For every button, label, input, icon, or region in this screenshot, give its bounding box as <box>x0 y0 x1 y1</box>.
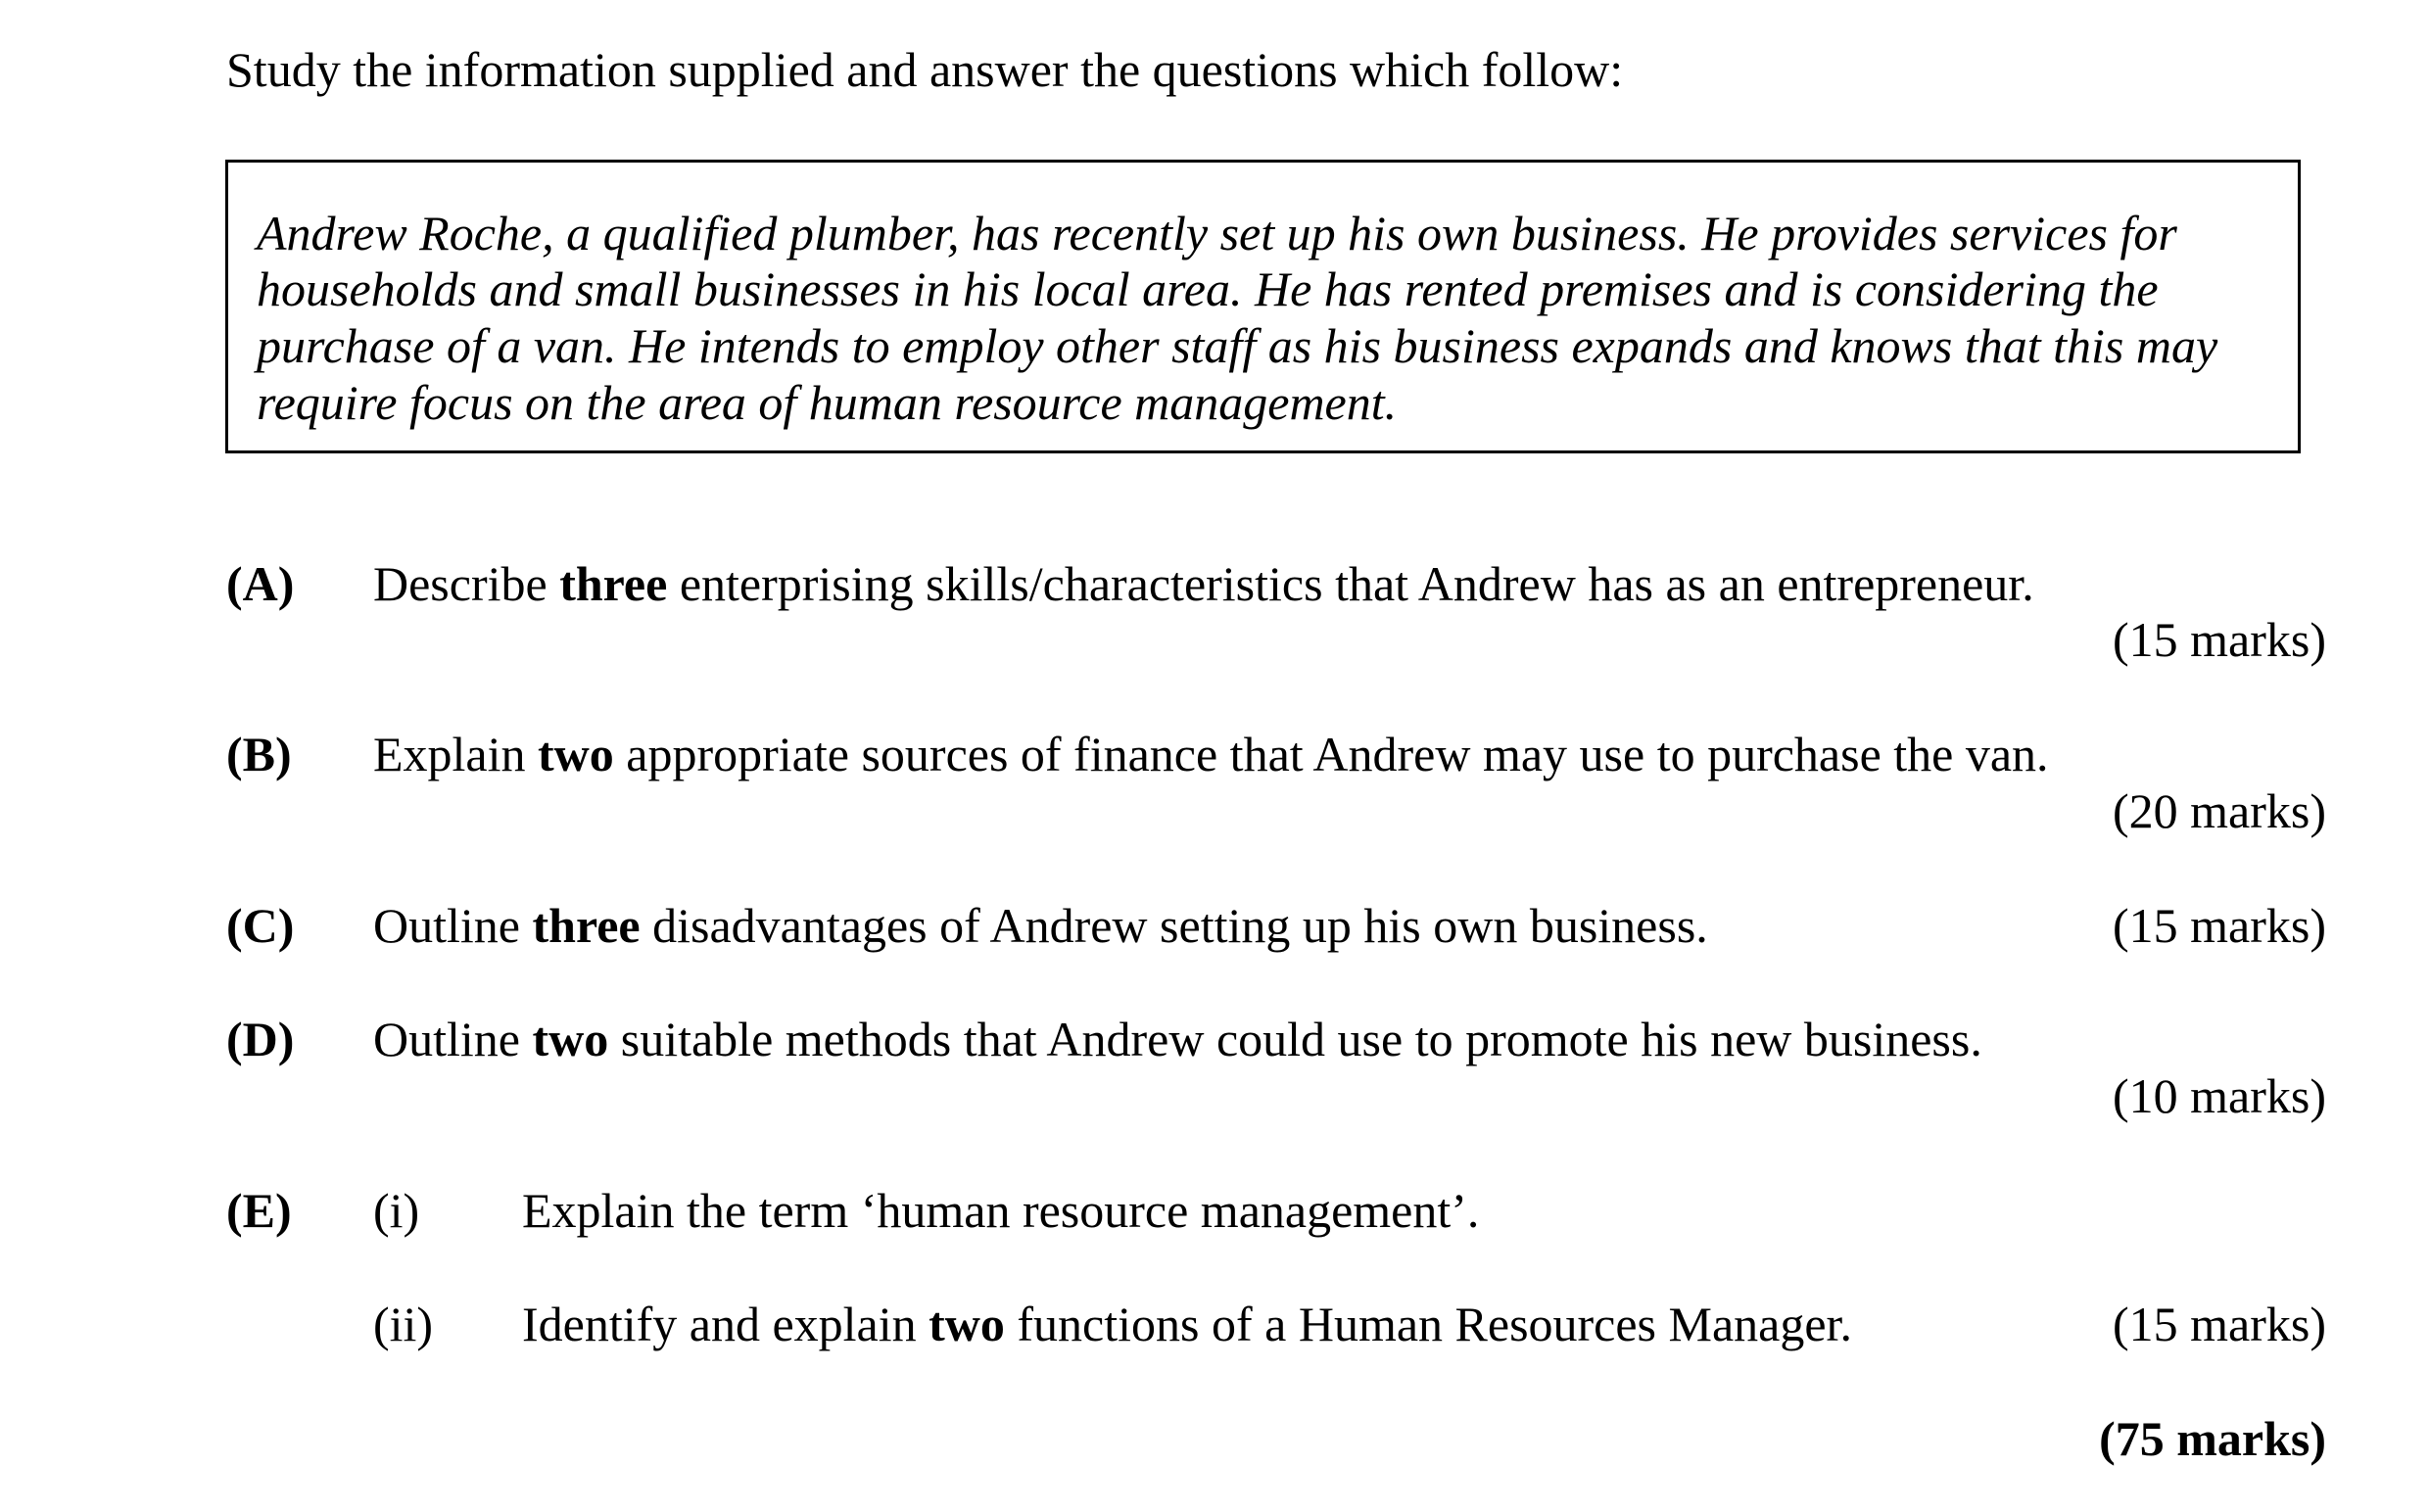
question-a-label: (A) <box>226 556 295 611</box>
question-e-label: (E) <box>226 1183 292 1238</box>
question-c-marks: (15 marks) <box>2113 898 2326 953</box>
question-d-marks: (10 marks) <box>2113 1068 2326 1123</box>
case-study-line: require focus on the area of human resource management. <box>257 375 1398 430</box>
question-a-marks: (15 marks) <box>2113 612 2326 667</box>
total-marks: (75 marks) <box>2099 1411 2326 1466</box>
question-e-part-i-label: (i) <box>373 1183 420 1238</box>
question-b-marks: (20 marks) <box>2113 783 2326 838</box>
question-e-part-ii-text: Identify and explain two functions of a Human Resources Manager. <box>522 1297 1852 1351</box>
question-e-part-ii-label: (ii) <box>373 1297 434 1351</box>
case-study-line: purchase of a van. He intends to employ other staff as his business expands and knows that this may <box>257 318 2218 373</box>
question-b-label: (B) <box>226 727 292 781</box>
question-e-part-i-text: Explain the term ‘human resource management’. <box>522 1183 1480 1238</box>
case-study-line: Andrew Roche, a qualified plumber, has recently set up his own business. He provides services for <box>257 206 2177 260</box>
question-e-marks: (15 marks) <box>2113 1297 2326 1351</box>
question-d-label: (D) <box>226 1012 295 1066</box>
instructions: Study the information supplied and answer the questions which follow: <box>226 42 1624 97</box>
question-d-text: Outline two suitable methods that Andrew could use to promote his new business. <box>373 1012 1982 1066</box>
question-b-text: Explain two appropriate sources of finance that Andrew may use to purchase the van. <box>373 727 2049 781</box>
case-study-line: households and small businesses in his local area. He has rented premises and is considering the <box>257 261 2159 316</box>
question-c-label: (C) <box>226 898 295 953</box>
question-a-text: Describe three enterprising skills/characteristics that Andrew has as an entrepreneur. <box>373 556 2034 611</box>
question-c-text: Outline three disadvantages of Andrew setting up his own business. <box>373 898 1708 953</box>
